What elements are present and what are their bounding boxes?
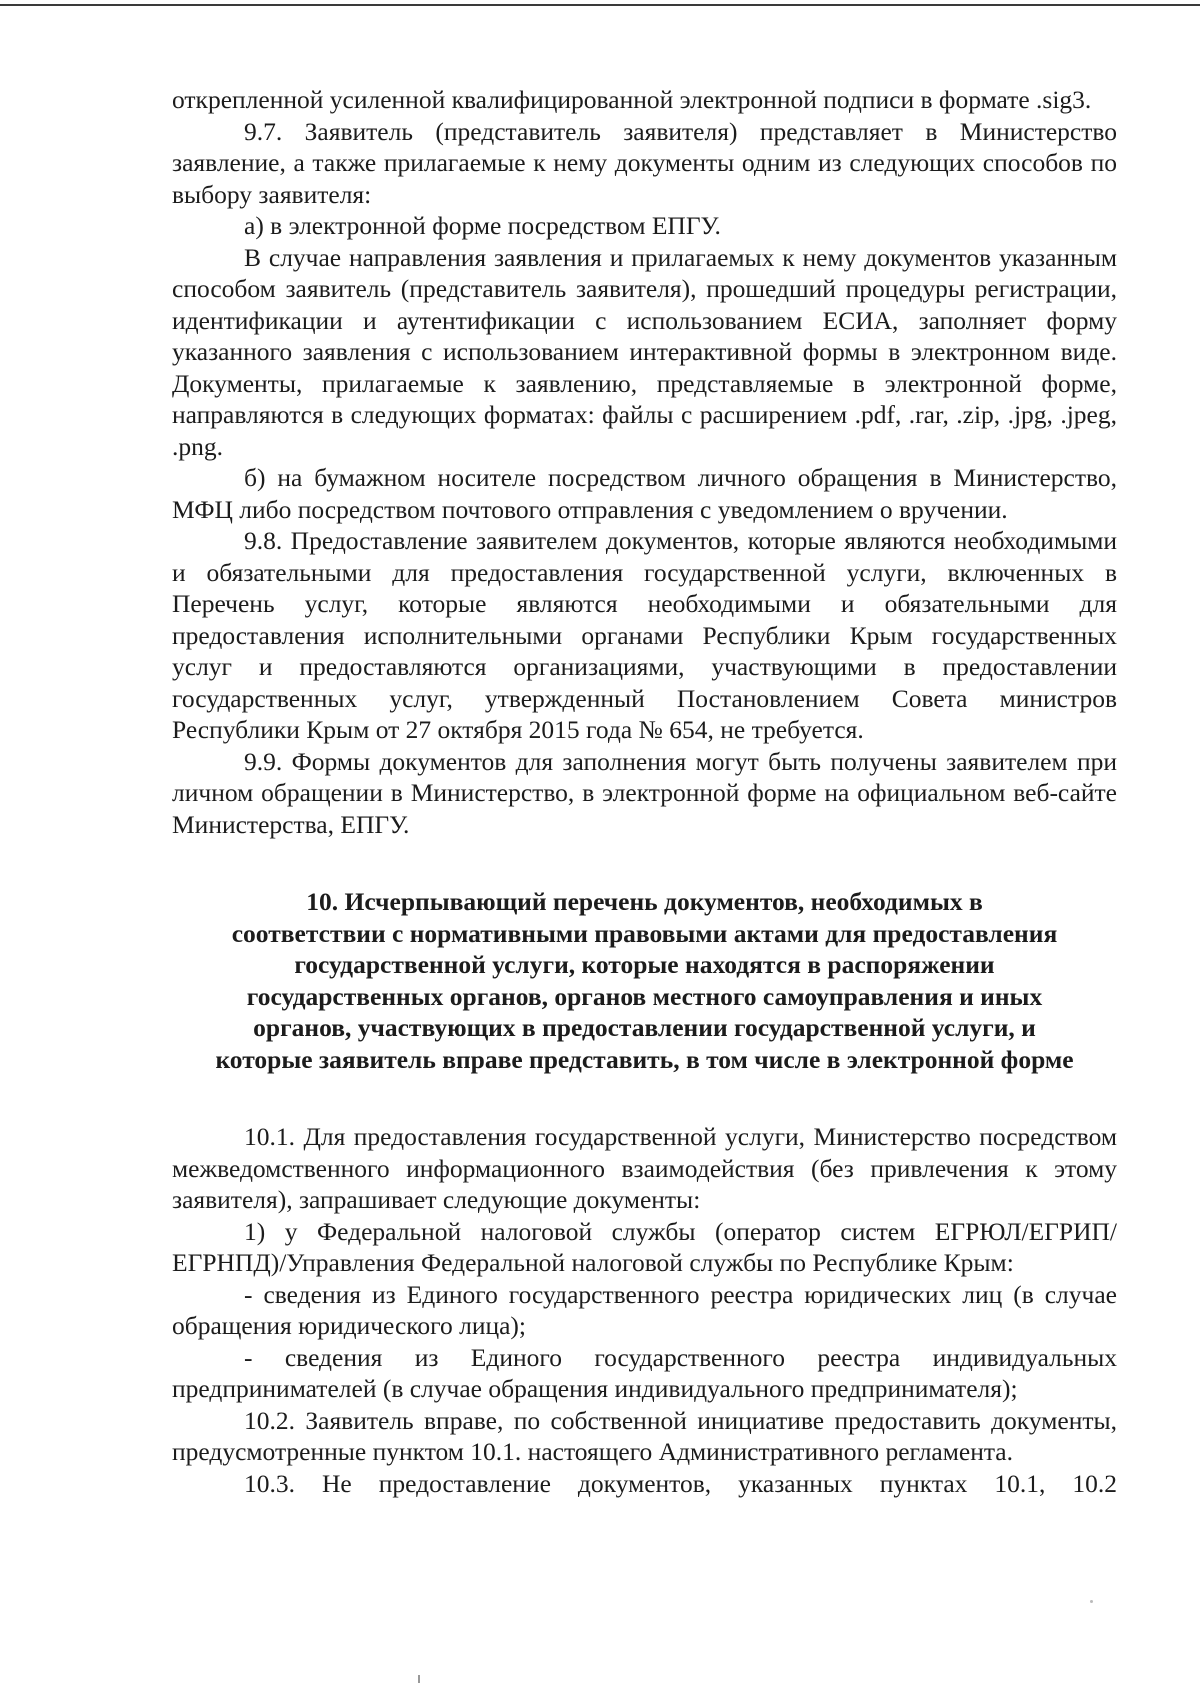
paragraph: б) на бумажном носителе посредством личного обращения в Министерство, МФЦ либо посредством почтового отправления с уведомлением о вручении.: [172, 463, 1117, 524]
paragraph: - сведения из Единого государственного реестра юридических лиц (в случае обращения юридического лица);: [172, 1279, 1117, 1340]
section-heading: [172, 886, 1117, 1075]
paragraph: 10.1. Для предоставления государственной услуги, Министерство посредством межведомственного информационного взаимодействия (без привлечения к этому заявителя), запрашивает следующие документы:: [172, 1122, 1117, 1214]
paragraph: 10.2. Заявитель вправе, по собственной инициативе предоставить документы, предусмотренные пунктом 10.1. настоящего Административного регламента.: [172, 1405, 1117, 1466]
top-paragraphs: [172, 84, 1117, 840]
paragraph: 9.8. Предоставление заявителем документов, которые являются необходимыми и обязательными для предоставления государственной услуги, включенных в Перечень услуг, которые являются необходимыми и обязательными для предоставления исполнительными органами Республики Крым государственных услуг и предоставляются организациями, участвующими в предоставлении государственных услуг, утвержденный Постановлением Совета министров Республики Крым от 27 октября 2015 года № 654, не требуется.: [172, 526, 1117, 744]
paragraph: 10.3. Не предоставление документов, указанных пунктах 10.1, 10.2: [244, 1468, 1117, 1498]
bottom-paragraphs: [172, 1121, 1117, 1499]
heading-line: органов, участвующих в предоставлении государственной услуги, и: [253, 1013, 1036, 1042]
heading-line: государственных органов, органов местного самоуправления и иных: [246, 981, 1043, 1011]
scan-speck: [1090, 1600, 1093, 1603]
paragraph: а) в электронной форме посредством ЕПГУ.: [244, 211, 721, 240]
paragraph: открепленной усиленной квалифицированной электронной подписи в формате .sig3.: [172, 85, 1092, 114]
heading-line: соответствии с нормативными правовыми актами для предоставления: [231, 918, 1058, 948]
heading-line: государственной услуги, которые находятся в распоряжении: [294, 950, 995, 979]
page-top-border: [0, 4, 1200, 6]
heading-line: которые заявитель вправе представить, в том числе в электронной форме: [215, 1044, 1074, 1074]
paragraph: В случае направления заявления и прилагаемых к нему документов указанным способом заявитель (представитель заявителя), прошедший процедуры регистрации, идентификации и аутентификации с использованием ЕСИА, заполняет форму указанного заявления с использованием интерактивной формы в электронном виде. Документы, прилагаемые к заявлению, представляемые в электронной форме, направляются в следующих форматах: файлы с расширением .pdf, .rar, .zip, .jpg, .jpeg, .png.: [172, 242, 1117, 461]
paragraph: - сведения из Единого государственного реестра индивидуальных предпринимателей (в случае обращения индивидуального предпринимателя);: [172, 1342, 1117, 1403]
paragraph: 1) у Федеральной налоговой службы (оператор систем ЕГРЮЛ/ЕГРИП/ЕГРНПД)/Управления Федеральной налоговой службы по Республике Крым:: [172, 1216, 1117, 1277]
heading-line: 10. Исчерпывающий перечень документов, необходимых в: [306, 887, 983, 916]
paragraph: 9.9. Формы документов для заполнения могут быть получены заявителем при личном обращении в Министерство, в электронной форме на официальном веб-сайте Министерства, ЕПГУ.: [172, 746, 1117, 839]
paragraph: 9.7. Заявитель (представитель заявителя) представляет в Министерство заявление, а также прилагаемые к нему документы одним из следующих способов по выбору заявителя:: [172, 116, 1117, 209]
scan-mark: [418, 1675, 420, 1683]
document-page: [172, 84, 1117, 1499]
